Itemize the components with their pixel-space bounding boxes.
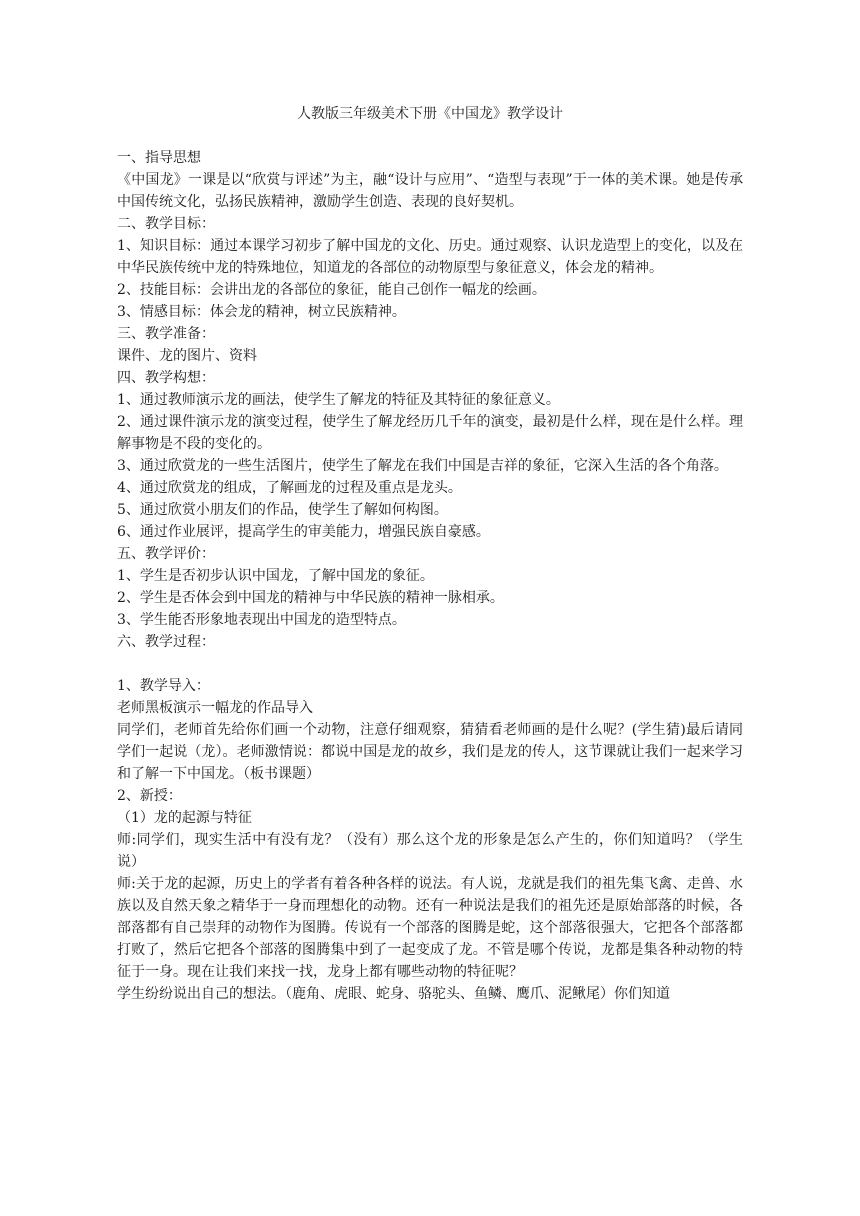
paragraph: 4、通过欣赏龙的组成，了解画龙的过程及重点是龙头。 [117,480,462,496]
paragraph: 师:关于龙的起源，历史上的学者有着各种各样的说法。有人说，龙就是我们的祖先集飞禽、走兽、水族以及自然天象之精华于一身而理想化的动物。还有一种说法是我们的祖先还是原始部落的时候，各部落都有自己崇拜的动物作为图腾。传说有一个部落的图腾是蛇，这个部落很强大，它把各个部落都打败了，然后它把各个部落的图腾集中到了一起变成了龙。不管是哪个传说，龙都是集各种动物的特征于一身。现在让我们来找一找，龙身上都有哪些动物的特征呢？ [117,876,743,980]
document-page [117,103,743,1005]
paragraph: 5、通过欣赏小朋友们的作品，使学生了解如何构图。 [117,502,448,518]
paragraph: 五、教学评价： [117,546,215,562]
paragraph: 3、情感目标：体会龙的精神，树立民族精神。 [117,304,406,320]
paragraph: 6、通过作业展评，提高学生的审美能力，增强民族自豪感。 [117,524,490,540]
paragraph: 1、教学导入： [117,678,210,694]
paragraph: 六、教学过程： [117,634,215,650]
paragraph: 2、学生是否体会到中国龙的精神与中华民族的精神一脉相承。 [117,590,504,606]
paragraph: 四、教学构想： [117,370,215,386]
paragraph: 1、通过教师演示龙的画法，使学生了解龙的特征及其特征的象征意义。 [117,392,560,408]
paragraph: 3、通过欣赏龙的一些生活图片，使学生了解龙在我们中国是吉祥的象征，它深入生活的各个角落。 [117,458,728,474]
paragraph: 2、通过课件演示龙的演变过程，使学生了解龙经历几千年的演变，最初是什么样，现在是什么样。理解事物是不段的变化的。 [117,414,743,452]
paragraph: 学生纷纷说出自己的想法。（鹿角、虎眼、蛇身、骆驼头、鱼鳞、鹰爪、泥鳅尾）你们知道 [117,986,670,1002]
paragraph: 2、技能目标：会讲出龙的各部位的象征，能自己创作一幅龙的绘画。 [117,282,546,298]
paragraph: 老师黑板演示一幅龙的作品导入 [117,700,313,716]
paragraph: 1、学生是否初步认识中国龙，了解中国龙的象征。 [117,568,434,584]
blank-line [117,653,743,675]
document-title: 人教版三年级美术下册《中国龙》教学设计 [297,106,563,122]
paragraph: 2、新授： [117,788,182,804]
paragraph: 师:同学们，现实生活中有没有龙？（没有）那么这个龙的形象是怎么产生的，你们知道吗？（学生说） [117,832,743,870]
paragraph: 课件、龙的图片、资料 [117,348,257,364]
paragraph: 一、指导思想 [117,150,201,166]
paragraph: 三、教学准备： [117,326,215,342]
document-body [117,147,743,1005]
paragraph: 1、知识目标：通过本课学习初步了解中国龙的文化、历史。通过观察、认识龙造型上的变化，以及在中华民族传统中龙的特殊地位，知道龙的各部位的动物原型与象征意义，体会龙的精神。 [117,238,743,276]
paragraph: 《中国龙》一课是以“欣赏与评述”为主，融“设计与应用”、“造型与表现”于一体的美术课。她是传承中国传统文化，弘扬民族精神，激励学生创造、表现的良好契机。 [117,172,743,210]
paragraph: 3、学生能否形象地表现出中国龙的造型特点。 [117,612,406,628]
paragraph: 二、教学目标： [117,216,215,232]
paragraph: 同学们，老师首先给你们画一个动物，注意仔细观察，猜猜看老师画的是什么呢？(学生猜)最后请同学们一起说（龙）。老师激情说：都说中国是龙的故乡，我们是龙的传人，这节课就让我们一起来学习和了解一下中国龙。（板书课题） [117,722,743,782]
paragraph: （1）龙的起源与特征 [117,810,252,826]
